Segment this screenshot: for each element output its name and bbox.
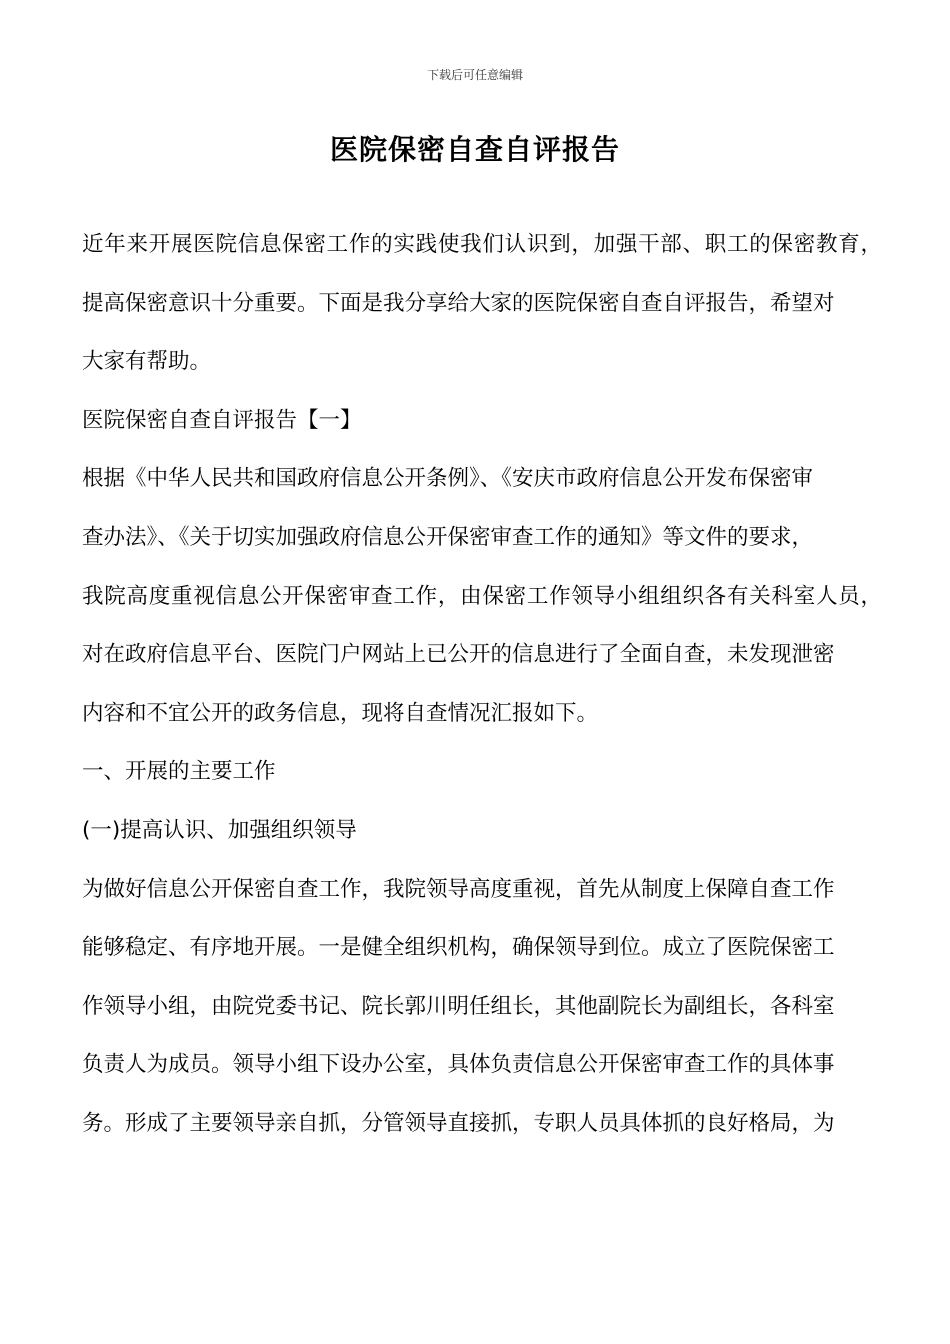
section-heading: 医院保密自查自评报告【一】 (82, 407, 362, 433)
paragraph-line: 能够稳定、有序地开展。一是健全组织机构，确保领导到位。成立了医院保密工 (82, 935, 835, 961)
paragraph-line: 提高保密意识十分重要。下面是我分享给大家的医院保密自查自评报告，希望对 (82, 290, 835, 316)
paragraph-line: 为做好信息公开保密自查工作，我院领导高度重视，首先从制度上保障自查工作 (82, 876, 835, 902)
page-title: 医院保密自查自评报告 (329, 133, 620, 166)
paragraph-line: 务。形成了主要领导亲自抓，分管领导直接抓，专职人员具体抓的良好格局，为 (82, 1110, 835, 1136)
paragraph-line: 对在政府信息平台、医院门户网站上已公开的信息进行了全面自查，未发现泄密 (82, 642, 835, 668)
paragraph-line: 根据《中华人民共和国政府信息公开条例》、《安庆市政府信息公开发布保密审 (82, 466, 814, 492)
section-heading: 一、开展的主要工作 (82, 759, 276, 785)
subsection-heading: (一)提高认识、加强组织领导 (82, 817, 357, 843)
paragraph-line: 作领导小组，由院党委书记、院长郭川明任组长，其他副院长为副组长，各科室 (82, 993, 835, 1019)
paragraph-line: 内容和不宜公开的政务信息，现将自查情况汇报如下。 (82, 700, 599, 726)
paragraph-line: 我院高度重视信息公开保密审查工作，由保密工作领导小组组织各有关科室人员， (82, 583, 882, 609)
header-note: 下载后可任意编辑 (426, 68, 523, 82)
paragraph-line: 查办法》、《关于切实加强政府信息公开保密审查工作的通知》等文件的要求， (82, 524, 814, 550)
paragraph-line: 负责人为成员。领导小组下设办公室，具体负责信息公开保密审查工作的具体事 (82, 1052, 835, 1078)
paragraph-line: 大家有帮助。 (82, 349, 212, 375)
paragraph-line: 近年来开展医院信息保密工作的实践使我们认识到，加强干部、职工的保密教育， (82, 232, 882, 257)
document-body (82, 216, 882, 1154)
